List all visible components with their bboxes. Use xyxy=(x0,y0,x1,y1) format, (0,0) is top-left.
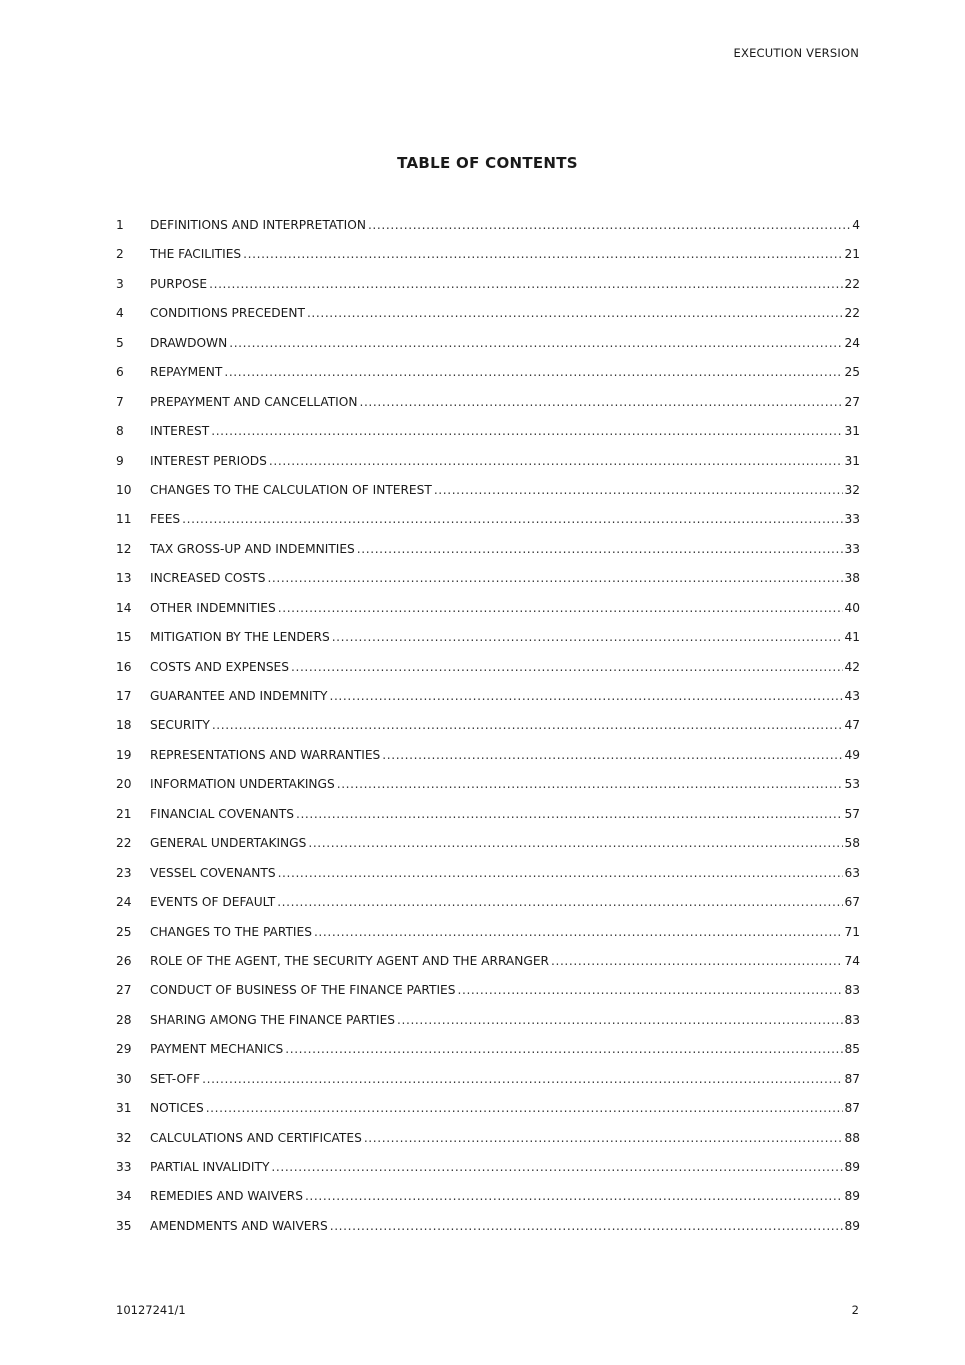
toc-entry-number: 16 xyxy=(116,659,132,674)
toc-entry[interactable] xyxy=(116,247,860,276)
toc-entry[interactable] xyxy=(116,365,860,394)
toc-entry[interactable] xyxy=(116,571,860,600)
toc-entry-number: 25 xyxy=(116,924,132,939)
toc-entry[interactable] xyxy=(116,601,860,630)
toc-entry[interactable] xyxy=(116,1189,860,1218)
toc-dot-leader xyxy=(551,954,843,968)
toc-entry-number: 17 xyxy=(116,689,132,703)
toc-entry[interactable] xyxy=(116,1219,860,1248)
toc-dot-leader xyxy=(269,454,844,468)
toc-entry-heading: TAX GROSS-UP AND INDEMNITIES xyxy=(150,541,355,556)
toc-entry-page: 32 xyxy=(844,482,860,497)
toc-list xyxy=(116,218,860,1248)
toc-entry-heading: SECURITY xyxy=(150,718,210,733)
toc-dot-leader xyxy=(314,925,844,939)
toc-entry[interactable] xyxy=(116,1101,860,1130)
toc-entry-number: 3 xyxy=(116,276,124,291)
toc-entry-number: 13 xyxy=(116,571,132,586)
toc-dot-leader xyxy=(278,866,844,880)
toc-entry-heading: PAYMENT MECHANICS xyxy=(150,1042,284,1057)
toc-entry-heading: OTHER INDEMNITIES xyxy=(150,600,276,615)
toc-entry-page: 22 xyxy=(844,276,860,291)
toc-entry-page: 33 xyxy=(844,541,860,556)
toc-dot-leader xyxy=(364,1131,844,1145)
toc-entry[interactable] xyxy=(116,218,860,247)
toc-entry-page: 33 xyxy=(844,512,860,527)
toc-dot-leader xyxy=(458,983,844,997)
toc-entry-number: 7 xyxy=(116,394,124,409)
toc-entry-heading: EVENTS OF DEFAULT xyxy=(150,895,276,910)
toc-dot-leader xyxy=(212,718,844,732)
toc-dot-leader xyxy=(296,807,844,821)
toc-dot-leader xyxy=(330,1219,844,1233)
toc-entry-heading: PURPOSE xyxy=(150,276,208,291)
toc-entry-heading: MITIGATION BY THE LENDERS xyxy=(150,630,330,645)
toc-dot-leader xyxy=(382,748,843,762)
toc-dot-leader xyxy=(368,218,851,232)
toc-entry-page: 25 xyxy=(844,365,860,380)
toc-entry[interactable] xyxy=(116,866,860,895)
toc-entry-heading: THE FACILITIES xyxy=(150,247,242,262)
toc-dot-leader xyxy=(224,365,843,379)
toc-entry-number: 10 xyxy=(116,482,132,497)
toc-entry-page: 43 xyxy=(844,689,860,703)
toc-entry-heading: REPRESENTATIONS AND WARRANTIES xyxy=(150,747,381,762)
toc-dot-leader xyxy=(285,1042,843,1056)
toc-dot-leader xyxy=(332,630,844,644)
toc-entry-page: 87 xyxy=(844,1071,860,1086)
toc-entry-number: 23 xyxy=(116,865,132,880)
toc-entry-page: 58 xyxy=(844,836,860,851)
toc-entry-page: 83 xyxy=(844,983,860,998)
toc-title: TABLE OF CONTENTS xyxy=(397,154,578,172)
toc-entry-number: 6 xyxy=(116,365,124,380)
toc-entry-number: 32 xyxy=(116,1130,132,1145)
toc-entry-heading: PREPAYMENT AND CANCELLATION xyxy=(150,394,358,409)
toc-entry-number: 8 xyxy=(116,424,124,439)
toc-entry-number: 19 xyxy=(116,747,132,762)
toc-dot-leader xyxy=(337,777,844,791)
toc-entry-heading: CALCULATIONS AND CERTIFICATES xyxy=(150,1130,362,1145)
toc-entry-heading: AMENDMENTS AND WAIVERS xyxy=(150,1218,328,1233)
toc-entry-heading: REPAYMENT xyxy=(150,365,223,380)
version-label: EXECUTION VERSION xyxy=(733,46,859,60)
toc-entry[interactable] xyxy=(116,277,860,306)
toc-entry[interactable] xyxy=(116,1072,860,1101)
toc-entry[interactable] xyxy=(116,424,860,453)
toc-entry-page: 22 xyxy=(844,306,860,321)
toc-dot-leader xyxy=(277,895,843,909)
toc-entry-heading: NOTICES xyxy=(150,1101,204,1116)
toc-entry-number: 22 xyxy=(116,836,132,851)
toc-entry[interactable] xyxy=(116,660,860,689)
toc-entry-number: 12 xyxy=(116,541,132,556)
toc-entry-page: 47 xyxy=(844,718,860,733)
toc-dot-leader xyxy=(357,542,844,556)
toc-entry-heading: DRAWDOWN xyxy=(150,335,228,350)
toc-entry-page: 83 xyxy=(844,1012,860,1027)
toc-entry-page: 89 xyxy=(844,1218,860,1233)
toc-entry[interactable] xyxy=(116,836,860,865)
page-number: 2 xyxy=(851,1303,859,1317)
toc-entry[interactable] xyxy=(116,895,860,924)
toc-entry-heading: COSTS AND EXPENSES xyxy=(150,659,289,674)
toc-entry-number: 35 xyxy=(116,1218,132,1233)
toc-entry[interactable] xyxy=(116,336,860,365)
toc-entry-number: 20 xyxy=(116,777,132,792)
toc-entry-page: 31 xyxy=(844,453,860,468)
toc-entry-number: 31 xyxy=(116,1101,132,1116)
toc-entry-number: 4 xyxy=(116,306,124,321)
toc-entry[interactable] xyxy=(116,807,860,836)
toc-entry-number: 14 xyxy=(116,600,132,615)
toc-entry-number: 1 xyxy=(116,218,124,232)
toc-entry-number: 15 xyxy=(116,630,132,645)
toc-entry-heading: GENERAL UNDERTAKINGS xyxy=(150,836,307,851)
toc-entry-page: 40 xyxy=(844,600,860,615)
toc-entry[interactable] xyxy=(116,1131,860,1160)
toc-entry[interactable] xyxy=(116,306,860,335)
toc-entry-heading: INTEREST PERIODS xyxy=(150,453,267,468)
toc-entry-number: 9 xyxy=(116,453,124,468)
toc-entry-heading: INCREASED COSTS xyxy=(150,571,266,586)
toc-entry-number: 27 xyxy=(116,983,132,998)
toc-entry-heading: VESSEL COVENANTS xyxy=(150,865,276,880)
toc-entry-page: 49 xyxy=(844,747,860,762)
toc-entry[interactable] xyxy=(116,395,860,424)
toc-dot-leader xyxy=(308,836,843,850)
toc-entry[interactable] xyxy=(116,630,860,659)
toc-entry-page: 57 xyxy=(844,806,860,821)
toc-entry-page: 63 xyxy=(844,865,860,880)
toc-entry-number: 2 xyxy=(116,247,124,262)
toc-entry[interactable] xyxy=(116,454,860,483)
toc-dot-leader xyxy=(209,277,843,291)
toc-entry[interactable] xyxy=(116,483,860,512)
toc-dot-leader xyxy=(271,1160,843,1174)
toc-entry[interactable] xyxy=(116,925,860,954)
toc-entry-heading: CHANGES TO THE PARTIES xyxy=(150,924,312,939)
toc-entry[interactable] xyxy=(116,718,860,747)
toc-dot-leader xyxy=(307,306,844,320)
toc-dot-leader xyxy=(182,512,843,526)
toc-entry-page: 24 xyxy=(844,335,860,350)
toc-entry-heading: INTEREST xyxy=(150,424,210,439)
toc-entry-page: 88 xyxy=(844,1130,860,1145)
toc-entry-number: 21 xyxy=(116,806,132,821)
toc-entry-heading: CONDITIONS PRECEDENT xyxy=(150,306,305,321)
toc-dot-leader xyxy=(278,601,844,615)
toc-entry-page: 74 xyxy=(844,953,860,968)
toc-entry-heading: CHANGES TO THE CALCULATION OF INTEREST xyxy=(150,482,432,497)
toc-entry-page: 27 xyxy=(844,394,860,409)
toc-dot-leader xyxy=(202,1072,843,1086)
toc-entry-page: 4 xyxy=(852,218,860,232)
toc-entry-heading: SET-OFF xyxy=(150,1071,201,1086)
toc-entry-heading: REMEDIES AND WAIVERS xyxy=(150,1189,303,1204)
toc-entry-page: 38 xyxy=(844,571,860,586)
toc-dot-leader xyxy=(305,1189,844,1203)
toc-entry-page: 42 xyxy=(844,659,860,674)
toc-entry-heading: PARTIAL INVALIDITY xyxy=(150,1160,270,1174)
toc-dot-leader xyxy=(434,483,844,497)
toc-dot-leader xyxy=(206,1101,844,1115)
toc-dot-leader xyxy=(329,689,843,703)
toc-dot-leader xyxy=(267,571,843,585)
toc-entry[interactable] xyxy=(116,1013,860,1042)
toc-entry-heading: ROLE OF THE AGENT, THE SECURITY AGENT AND THE ARRANGER xyxy=(150,953,549,968)
toc-entry-page: 31 xyxy=(844,424,860,439)
toc-entry-page: 21 xyxy=(844,247,860,262)
toc-entry-heading: FEES xyxy=(150,512,181,527)
toc-entry-page: 67 xyxy=(844,895,860,910)
toc-entry-number: 18 xyxy=(116,718,132,733)
toc-entry[interactable] xyxy=(116,983,860,1012)
toc-entry-page: 85 xyxy=(844,1042,860,1057)
toc-entry-page: 89 xyxy=(844,1189,860,1204)
toc-entry-heading: GUARANTEE AND INDEMNITY xyxy=(150,689,328,703)
toc-entry[interactable] xyxy=(116,512,860,541)
toc-entry[interactable] xyxy=(116,777,860,806)
toc-entry-heading: SHARING AMONG THE FINANCE PARTIES xyxy=(150,1012,396,1027)
toc-entry[interactable] xyxy=(116,1042,860,1071)
toc-entry-page: 41 xyxy=(844,630,860,645)
toc-entry[interactable] xyxy=(116,1160,860,1189)
toc-entry-heading: FINANCIAL COVENANTS xyxy=(150,806,294,821)
toc-entry-number: 26 xyxy=(116,953,132,968)
toc-entry-page: 89 xyxy=(844,1160,860,1174)
toc-entry-number: 34 xyxy=(116,1189,132,1204)
toc-entry[interactable] xyxy=(116,748,860,777)
toc-entry-number: 24 xyxy=(116,895,132,910)
toc-dot-leader xyxy=(243,247,843,261)
toc-entry-heading: INFORMATION UNDERTAKINGS xyxy=(150,777,335,792)
toc-entry-number: 5 xyxy=(116,335,124,350)
toc-entry-number: 33 xyxy=(116,1160,132,1174)
toc-entry-heading: DEFINITIONS AND INTERPRETATION xyxy=(150,218,366,232)
toc-entry-number: 28 xyxy=(116,1012,132,1027)
toc-entry[interactable] xyxy=(116,689,860,718)
toc-dot-leader xyxy=(397,1013,843,1027)
toc-entry-number: 29 xyxy=(116,1042,132,1057)
toc-entry-page: 71 xyxy=(844,924,860,939)
toc-entry-page: 53 xyxy=(844,777,860,792)
toc-dot-leader xyxy=(211,424,843,438)
toc-entry-number: 30 xyxy=(116,1071,132,1086)
toc-entry[interactable] xyxy=(116,954,860,983)
toc-dot-leader xyxy=(229,336,843,350)
toc-entry-number: 11 xyxy=(116,512,132,527)
toc-entry[interactable] xyxy=(116,542,860,571)
toc-entry-page: 87 xyxy=(844,1101,860,1116)
toc-dot-leader xyxy=(291,660,843,674)
toc-dot-leader xyxy=(359,395,843,409)
document-reference: 10127241/1 xyxy=(116,1303,186,1317)
toc-entry-heading: CONDUCT OF BUSINESS OF THE FINANCE PARTIES xyxy=(150,983,456,998)
